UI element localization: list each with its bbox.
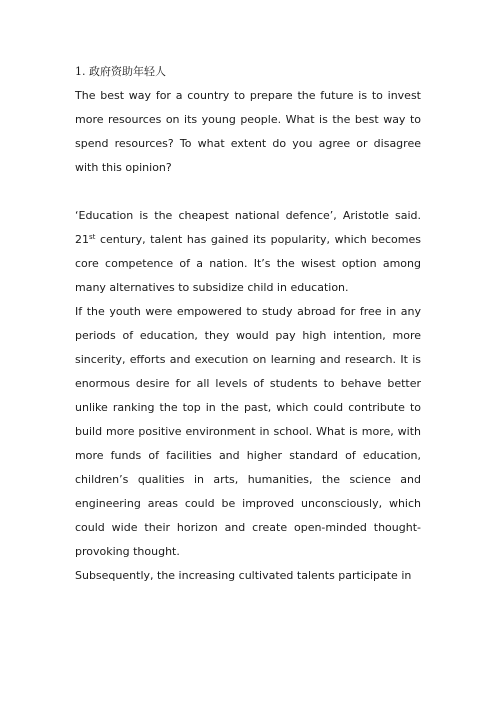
document-body bbox=[75, 60, 421, 588]
paragraph-body-1: If the youth were empowered to study abroad for free in any periods of education, they would pay high intention, more sincerity, efforts and execution on learning and research. It is enormous desire for all levels of students to behave better unlike ranking the top in the past, which could contribute to build more positive environment in school. What is more, with more funds of facilities and higher standard of education, children’s qualities in arts, humanities, the science and engineering areas could be improved unconsciously, which could wide their horizon and create open-minded thought-provoking thought. bbox=[75, 305, 421, 558]
intro-text-end: century, talent has gained its popularity, which becomes core competence of a nation. It’s the wisest option among many alternatives to subsidize child in education. bbox=[75, 233, 421, 294]
paragraph-gap bbox=[75, 180, 421, 204]
paragraph-body-2: Subsequently, the increasing cultivated talents participate in bbox=[75, 569, 412, 582]
essay-prompt: The best way for a country to prepare the future is to invest more resources on its young people. What is the best way to spend resources? To what extent do you agree or disagree with this opinion? bbox=[75, 89, 421, 174]
paragraph-intro bbox=[75, 204, 421, 300]
essay-heading: 1. 政府资助年轻人 bbox=[75, 65, 166, 78]
intro-text-start: ‘Education is the cheapest national defence’, Aristotle said. 21 bbox=[75, 209, 421, 246]
ordinal-superscript: st bbox=[89, 233, 96, 241]
